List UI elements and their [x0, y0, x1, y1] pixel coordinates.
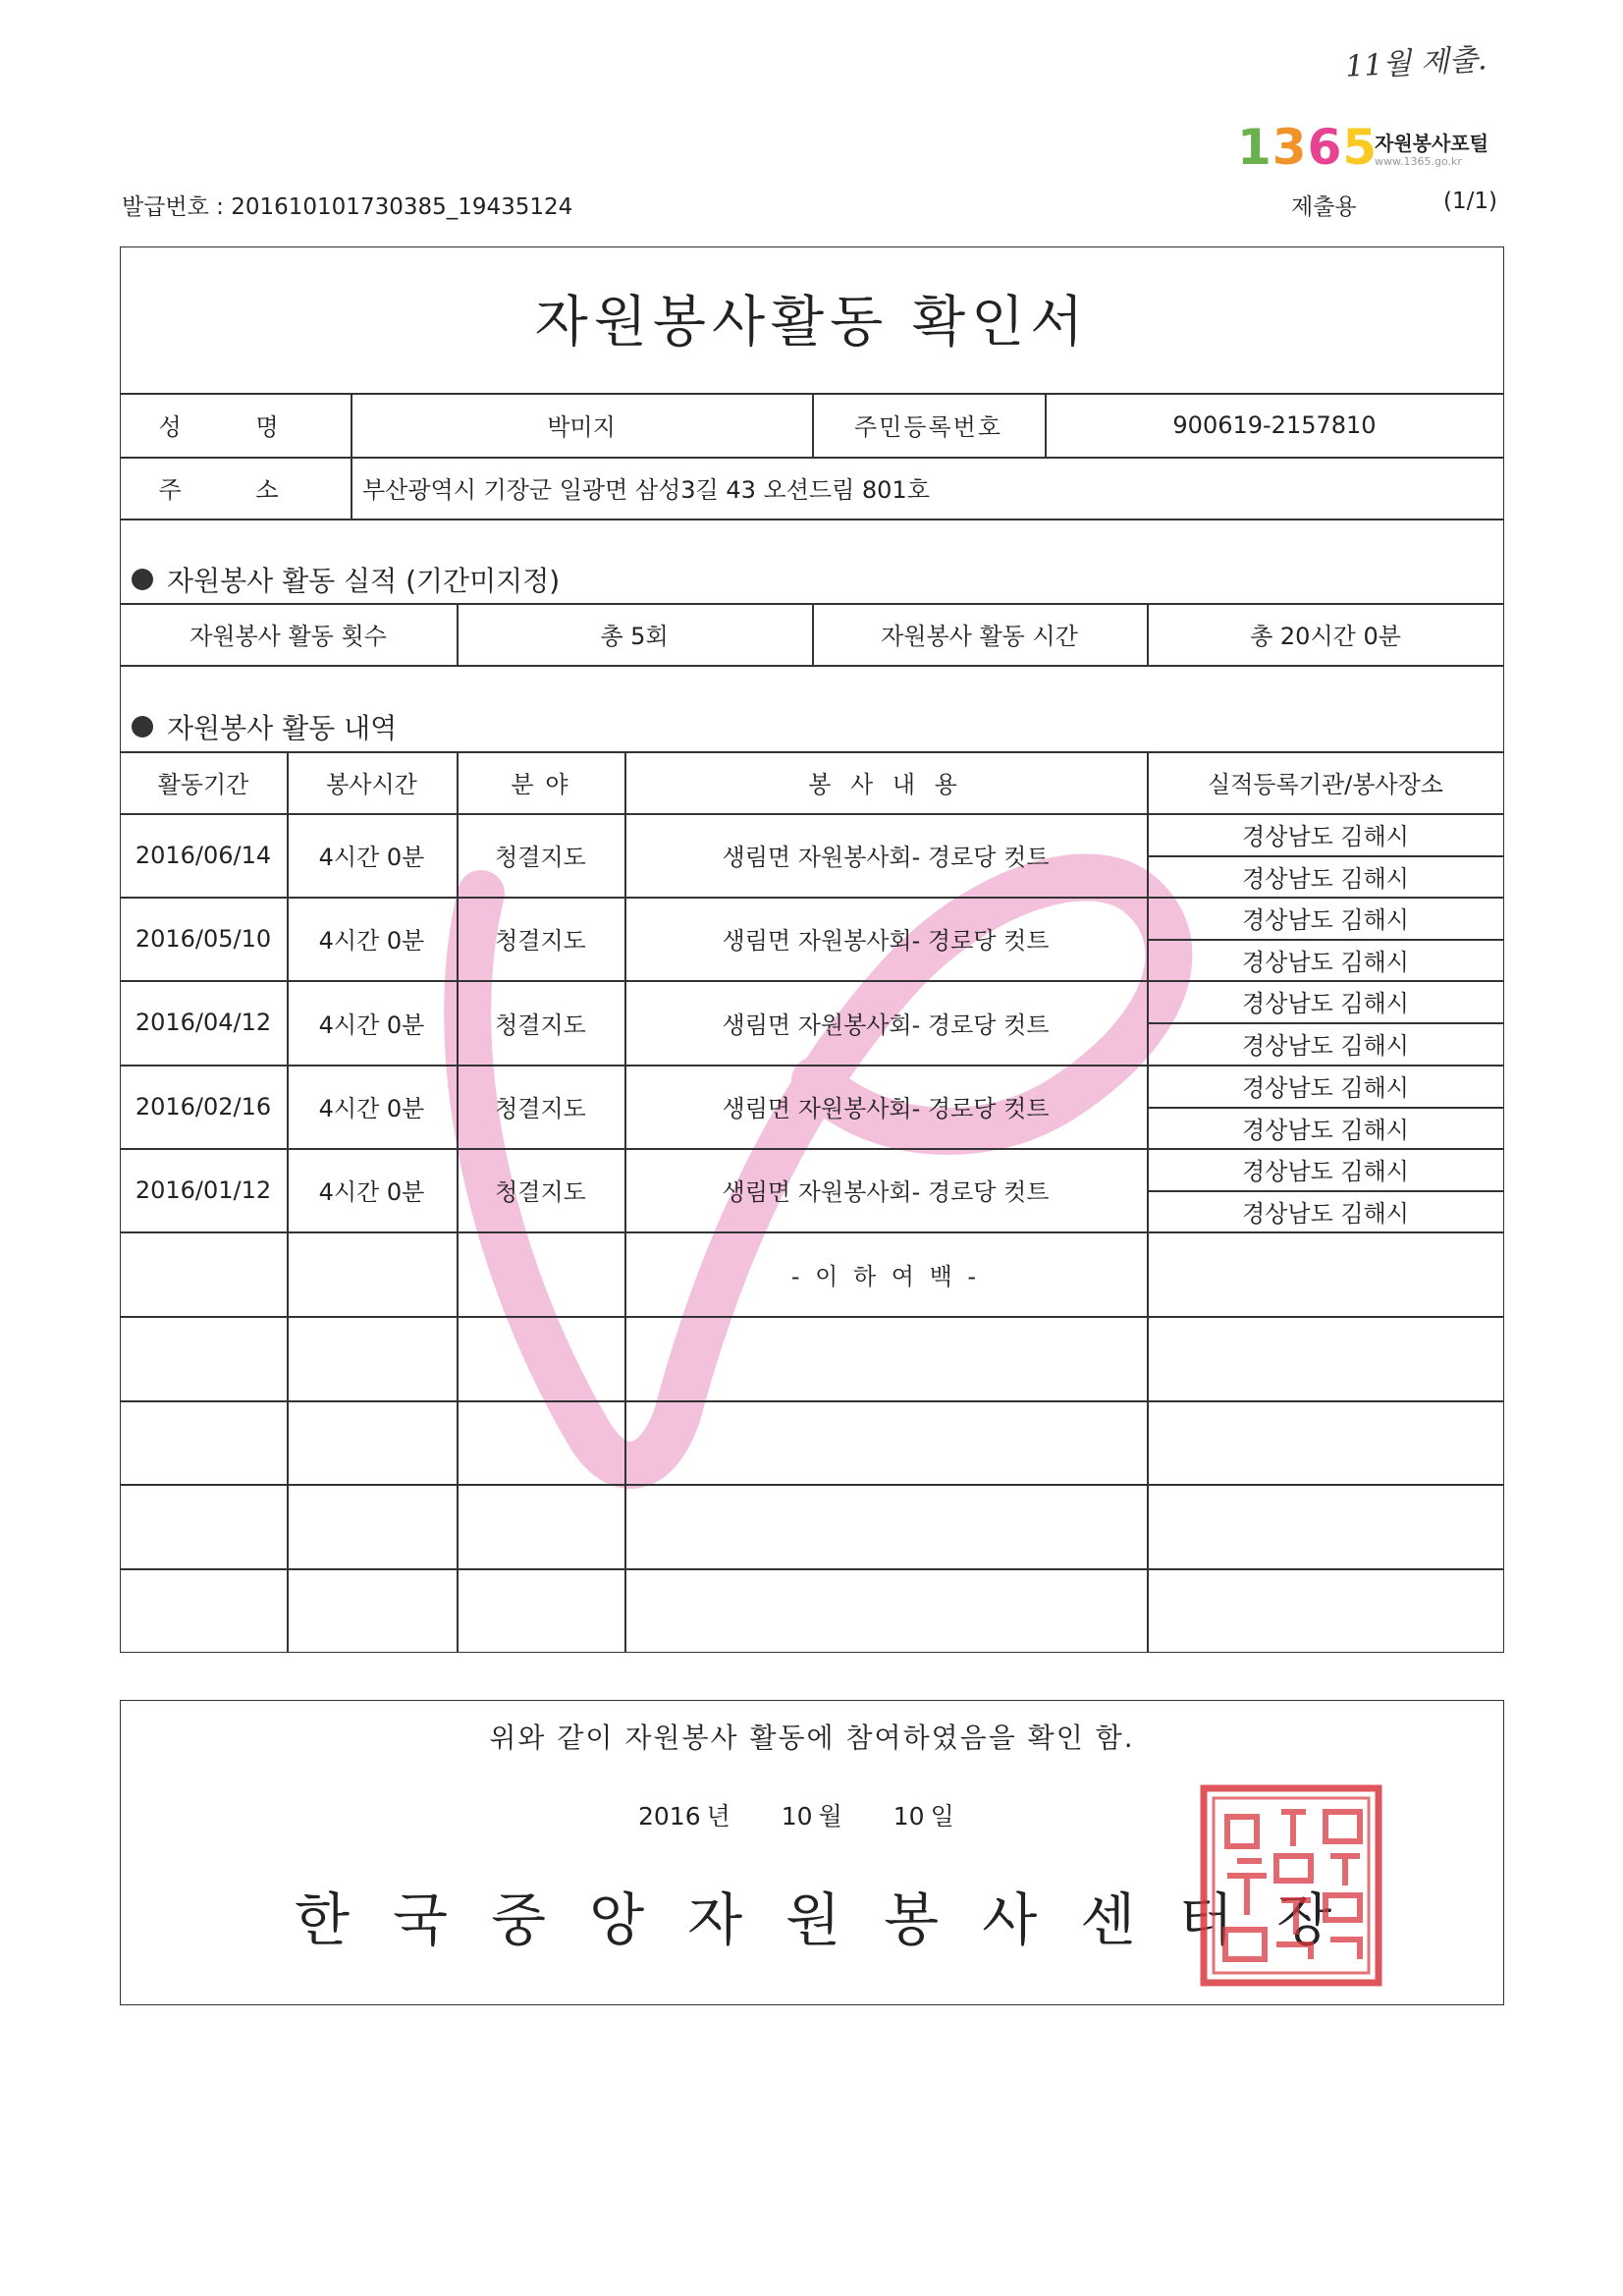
- row-org: 경상남도 김해시: [1242, 1116, 1409, 1144]
- time-label: 자원봉사 활동 시간: [881, 623, 1078, 650]
- row-org: 경상남도 김해시: [1242, 906, 1409, 934]
- logo-number: [1237, 118, 1378, 177]
- logo-digit: 3: [1271, 119, 1308, 176]
- row-date: 2016/04/12: [135, 1009, 272, 1036]
- row-org: 경상남도 김해시: [1242, 1032, 1409, 1060]
- table-line: [120, 1400, 1504, 1402]
- official-seal-icon: [1198, 1782, 1384, 1989]
- row-hours: 4시간 0분: [318, 1178, 425, 1206]
- row-hours: 4시간 0분: [318, 1095, 425, 1122]
- row-org: 경상남도 김해시: [1242, 990, 1409, 1017]
- confirmation-text: 위와 같이 자원봉사 활동에 참여하였음을 확인 함.: [489, 1722, 1135, 1754]
- row-field: 청결지도: [495, 927, 586, 955]
- header-date: 활동기간: [157, 771, 249, 798]
- row-org: 경상남도 김해시: [1242, 948, 1409, 976]
- header-hours: 봉사시간: [326, 771, 417, 798]
- summary-section-title: [132, 560, 560, 599]
- count-label: 자원봉사 활동 횟수: [189, 623, 387, 650]
- portal-logo: [1237, 118, 1512, 177]
- purpose-label: 제출용: [1291, 194, 1357, 220]
- address-value: 부산광역시 기장군 일광면 삼성3길 43 오션드림 801호: [362, 476, 930, 504]
- row-date: 2016/02/16: [135, 1092, 272, 1121]
- date-year-unit: 년: [706, 1802, 730, 1831]
- row-hours: 4시간 0분: [318, 1011, 425, 1039]
- table-line: [120, 1316, 1504, 1318]
- name-value: 박미지: [547, 413, 616, 441]
- row-org: 경상남도 김해시: [1242, 1158, 1409, 1185]
- details-section-title: [132, 707, 397, 746]
- row-org: 경상남도 김해시: [1242, 1074, 1409, 1102]
- row-org: 경상남도 김해시: [1242, 1199, 1409, 1228]
- bullet-icon: [132, 716, 153, 738]
- row-content: 생림면 자원봉사회- 경로당 컷트: [722, 927, 1050, 955]
- count-value: 총 5회: [600, 623, 669, 650]
- issue-date: [638, 1797, 960, 1832]
- row-date: 2016/01/12: [135, 1175, 272, 1204]
- row-date: 2016/05/10: [135, 924, 272, 953]
- id-label: 주민등록번호: [853, 413, 1003, 441]
- row-date: 2016/06/14: [135, 841, 272, 869]
- time-value: 총 20시간 0분: [1250, 623, 1401, 650]
- date-year: 2016: [638, 1802, 701, 1831]
- name-label: 성 명: [158, 413, 312, 441]
- table-line: [120, 519, 1504, 520]
- row-field: 청결지도: [495, 844, 586, 871]
- logo-url: www.1365.go.kr: [1375, 155, 1462, 168]
- logo-digit: 6: [1307, 119, 1343, 176]
- header-content: 봉 사 내 용: [808, 771, 963, 798]
- handwritten-note: 11월 제출.: [1344, 42, 1488, 84]
- logo-digit: 1: [1237, 119, 1272, 176]
- summary-section-text: 자원봉사 활동 실적 (기간미지정): [167, 565, 561, 597]
- date-day: 10: [893, 1802, 925, 1831]
- date-month-unit: 월: [818, 1802, 842, 1831]
- issue-number: 발급번호 : 201610101730385_19435124: [122, 194, 573, 220]
- logo-digit: 5: [1342, 119, 1379, 176]
- row-field: 청결지도: [495, 1095, 586, 1122]
- row-content: 생림면 자원봉사회- 경로당 컷트: [722, 1178, 1050, 1206]
- header-field: 분 야: [511, 771, 570, 798]
- row-content: 생림면 자원봉사회- 경로당 컷트: [722, 1011, 1050, 1039]
- logo-text: 자원봉사포털: [1375, 132, 1488, 155]
- row-hours: 4시간 0분: [318, 844, 425, 871]
- table-line: [120, 665, 1504, 667]
- issuing-organization: 한국중앙자원봉사센터장: [295, 1886, 1376, 1953]
- row-hours: 4시간 0분: [318, 927, 425, 955]
- blank-note: - 이 하 여 백 -: [790, 1262, 981, 1290]
- document-title: 자원봉사활동 확인서: [534, 291, 1090, 355]
- row-field: 청결지도: [495, 1011, 586, 1039]
- date-month: 10: [781, 1802, 813, 1831]
- address-label: 주 소: [158, 476, 312, 504]
- id-value: 900619-2157810: [1172, 410, 1377, 439]
- bullet-icon: [132, 569, 153, 590]
- date-day-unit: 일: [930, 1802, 954, 1831]
- row-org: 경상남도 김해시: [1242, 864, 1409, 893]
- table-line: [120, 1484, 1504, 1486]
- row-content: 생림면 자원봉사회- 경로당 컷트: [722, 1095, 1050, 1122]
- table-line: [120, 1568, 1504, 1570]
- row-org: 경상남도 김해시: [1242, 823, 1409, 850]
- row-content: 생림면 자원봉사회- 경로당 컷트: [722, 844, 1050, 871]
- header-org: 실적등록기관/봉사장소: [1208, 771, 1443, 798]
- details-section-text: 자원봉사 활동 내역: [167, 712, 398, 744]
- row-field: 청결지도: [495, 1178, 586, 1206]
- page-number: (1/1): [1443, 189, 1497, 214]
